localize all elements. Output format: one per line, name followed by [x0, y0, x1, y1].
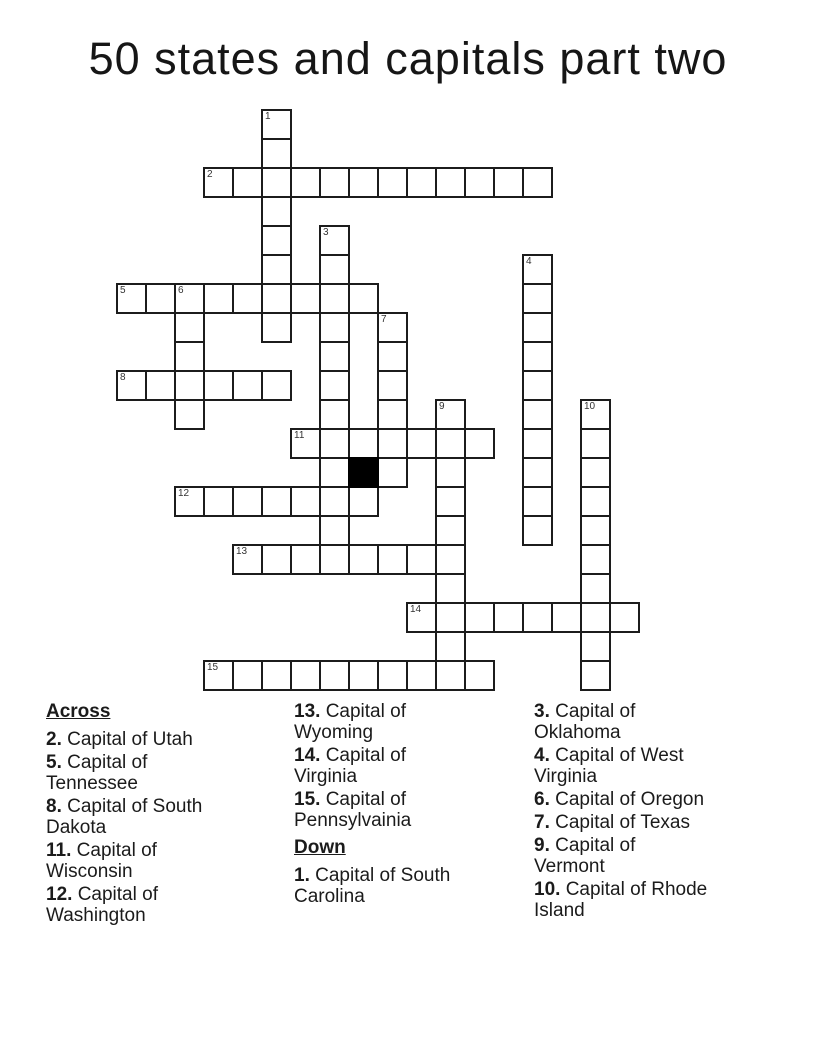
grid-cell[interactable]	[377, 167, 408, 198]
grid-cell[interactable]	[522, 167, 553, 198]
grid-cell[interactable]	[377, 457, 408, 488]
grid-cell[interactable]	[348, 660, 379, 691]
clue-number: 15.	[294, 789, 321, 810]
grid-cell[interactable]	[348, 486, 379, 517]
grid-cell[interactable]	[522, 515, 553, 546]
grid-cell[interactable]	[580, 631, 611, 662]
grid-cell[interactable]	[261, 138, 292, 169]
clue-number: 8.	[46, 796, 62, 817]
grid-cell[interactable]	[290, 283, 321, 314]
clues-column-1	[46, 701, 223, 926]
grid-cell[interactable]	[203, 167, 234, 198]
grid-cell[interactable]	[261, 196, 292, 227]
grid-cell[interactable]	[290, 486, 321, 517]
grid-cell[interactable]	[261, 283, 292, 314]
grid-cell[interactable]	[580, 399, 611, 430]
grid-cell[interactable]	[435, 544, 466, 575]
clue-number: 6.	[534, 789, 550, 810]
grid-cell[interactable]	[522, 457, 553, 488]
clue-number: 2.	[46, 729, 62, 750]
grid-cell[interactable]	[580, 428, 611, 459]
clue-number: 13.	[294, 701, 321, 722]
grid-cell[interactable]	[464, 660, 495, 691]
grid-cell[interactable]	[319, 167, 350, 198]
grid-cell[interactable]	[580, 544, 611, 575]
clue-across-12: 12. Capital of Washington	[46, 884, 158, 926]
grid-cell[interactable]	[261, 167, 292, 198]
grid-cell[interactable]	[261, 544, 292, 575]
down-header: Down	[294, 837, 346, 858]
clue-number: 10.	[534, 879, 561, 900]
clue-number: 11.	[46, 840, 72, 861]
cell-number: 15	[207, 662, 219, 673]
cell-number: 4	[526, 256, 532, 267]
grid-cell[interactable]	[551, 602, 582, 633]
grid-cell[interactable]	[522, 486, 553, 517]
grid-cell[interactable]	[406, 544, 437, 575]
cell-number: 8	[120, 372, 126, 383]
grid-cell[interactable]	[232, 283, 263, 314]
grid-cell[interactable]	[406, 428, 437, 459]
grid-cell[interactable]	[145, 283, 176, 314]
grid-cell[interactable]	[203, 660, 234, 691]
grid-cell[interactable]	[290, 167, 321, 198]
grid-cell[interactable]	[406, 602, 437, 633]
grid-cell[interactable]	[261, 370, 292, 401]
grid-cell[interactable]	[580, 602, 611, 633]
grid-cell[interactable]	[435, 457, 466, 488]
cell-number: 2	[207, 169, 213, 180]
clue-across-15: 15. Capital of Pennsylvainia	[294, 789, 412, 831]
grid-cell[interactable]	[493, 602, 524, 633]
grid-cell[interactable]	[203, 370, 234, 401]
grid-cell[interactable]	[290, 660, 321, 691]
cell-number: 6	[178, 285, 184, 296]
grid-cell[interactable]	[319, 225, 350, 256]
grid-cell[interactable]	[377, 370, 408, 401]
cell-number: 10	[584, 401, 596, 412]
grid-cell[interactable]	[522, 428, 553, 459]
grid-cell[interactable]	[580, 457, 611, 488]
grid-cell[interactable]	[377, 660, 408, 691]
clue-number: 4.	[534, 745, 550, 766]
cell-number: 5	[120, 285, 126, 296]
grid-cell[interactable]	[406, 167, 437, 198]
grid-cell[interactable]	[522, 312, 553, 343]
grid-cell[interactable]	[435, 573, 466, 604]
grid-cell[interactable]	[319, 660, 350, 691]
clue-down-3: 3. Capital of Oklahoma	[534, 701, 636, 743]
cell-number: 9	[439, 401, 445, 412]
cell-number: 12	[178, 488, 190, 499]
grid-cell[interactable]	[261, 225, 292, 256]
grid-cell[interactable]	[261, 312, 292, 343]
grid-cell[interactable]	[435, 515, 466, 546]
clue-down-7: 7. Capital of Texas	[534, 812, 690, 833]
clue-number: 1.	[294, 865, 310, 886]
grid-cell[interactable]	[261, 254, 292, 285]
grid-cell[interactable]	[203, 283, 234, 314]
grid-cell[interactable]	[493, 167, 524, 198]
clue-number: 3.	[534, 701, 550, 722]
cell-number: 13	[236, 546, 248, 557]
clue-across-11: 11. Capital of Wisconsin	[46, 840, 157, 882]
grid-cell[interactable]	[580, 660, 611, 691]
grid-cell[interactable]	[174, 283, 205, 314]
clues-column-3	[534, 701, 711, 921]
clue-across-13: 13. Capital of Wyoming	[294, 701, 406, 743]
grid-cell[interactable]	[174, 341, 205, 372]
grid-cell[interactable]	[232, 544, 263, 575]
clue-down-6: 6. Capital of Oregon	[534, 789, 705, 810]
grid-cell[interactable]	[261, 486, 292, 517]
grid-cell[interactable]	[232, 660, 263, 691]
grid-cell[interactable]	[319, 312, 350, 343]
clue-number: 12.	[46, 884, 73, 905]
grid-cell[interactable]	[174, 399, 205, 430]
cell-number: 1	[265, 111, 271, 122]
grid-cell[interactable]	[232, 486, 263, 517]
grid-cell[interactable]	[406, 660, 437, 691]
grid-cell[interactable]	[580, 573, 611, 604]
grid-cell[interactable]	[319, 486, 350, 517]
grid-cell[interactable]	[522, 254, 553, 285]
clue-across-5: 5. Capital of Tennessee	[46, 752, 148, 794]
grid-cell[interactable]	[377, 399, 408, 430]
grid-cell[interactable]	[522, 602, 553, 633]
grid-cell[interactable]	[435, 660, 466, 691]
grid-cell[interactable]	[377, 312, 408, 343]
grid-cell[interactable]	[174, 370, 205, 401]
cell-number: 3	[323, 227, 329, 238]
grid-cell[interactable]	[435, 399, 466, 430]
puzzle-title: 50 states and capitals part two	[88, 33, 728, 84]
cell-number: 7	[381, 314, 387, 325]
grid-cell[interactable]	[232, 167, 263, 198]
grid-cell[interactable]	[377, 341, 408, 372]
grid-cell[interactable]	[464, 602, 495, 633]
clues-column-2	[294, 701, 471, 907]
grid-cell[interactable]	[348, 167, 379, 198]
grid-cell[interactable]	[464, 167, 495, 198]
grid-cell[interactable]	[232, 370, 263, 401]
grid-cell[interactable]	[464, 428, 495, 459]
grid-cell[interactable]	[580, 486, 611, 517]
grid-cell[interactable]	[435, 486, 466, 517]
clue-down-9: 9. Capital of Vermont	[534, 835, 636, 877]
grid-cell[interactable]	[377, 544, 408, 575]
clue-across-2: 2. Capital of Utah	[46, 729, 193, 750]
grid-cell[interactable]	[203, 486, 234, 517]
grid-cell[interactable]	[348, 544, 379, 575]
clue-number: 9.	[534, 835, 550, 856]
grid-cell[interactable]	[319, 457, 350, 488]
grid-cell[interactable]	[319, 428, 350, 459]
grid-cell[interactable]	[435, 631, 466, 662]
grid-cell[interactable]	[522, 341, 553, 372]
grid-cell[interactable]	[522, 370, 553, 401]
across-header: Across	[46, 701, 111, 722]
grid-cell[interactable]	[319, 370, 350, 401]
grid-cell[interactable]	[174, 486, 205, 517]
clue-number: 5.	[46, 752, 62, 773]
grid-cell[interactable]	[116, 370, 147, 401]
cell-number: 14	[410, 604, 422, 615]
clue-across-8: 8. Capital of South Dakota	[46, 796, 203, 838]
clue-number: 7.	[534, 812, 550, 833]
grid-cell[interactable]	[609, 602, 640, 633]
grid-cell[interactable]	[522, 283, 553, 314]
grid-cell[interactable]	[319, 341, 350, 372]
grid-cell[interactable]	[290, 428, 321, 459]
grid-cell[interactable]	[348, 283, 379, 314]
grid-cell[interactable]	[435, 602, 466, 633]
clue-down-1: 1. Capital of South Carolina	[294, 865, 451, 907]
grid-cell[interactable]	[174, 312, 205, 343]
grid-cell[interactable]	[319, 254, 350, 285]
cell-number: 11	[294, 430, 305, 441]
clue-number: 14.	[294, 745, 321, 766]
grid-cell[interactable]	[116, 283, 147, 314]
grid-cell[interactable]	[319, 515, 350, 546]
clue-across-14: 14. Capital of Virginia	[294, 745, 406, 787]
grid-cell[interactable]	[348, 428, 379, 459]
grid-cell[interactable]	[522, 399, 553, 430]
grid-cell[interactable]	[435, 428, 466, 459]
grid-cell[interactable]	[435, 167, 466, 198]
grid-cell[interactable]	[319, 544, 350, 575]
clue-down-10: 10. Capital of Rhode Island	[534, 879, 708, 921]
grid-cell[interactable]	[145, 370, 176, 401]
grid-black-cell	[348, 457, 379, 488]
grid-cell[interactable]	[290, 544, 321, 575]
grid-cell[interactable]	[377, 428, 408, 459]
grid-cell[interactable]	[319, 399, 350, 430]
grid-cell[interactable]	[580, 515, 611, 546]
crossword-grid	[116, 109, 642, 693]
clue-down-4: 4. Capital of West Virginia	[534, 745, 684, 787]
grid-cell[interactable]	[319, 283, 350, 314]
grid-cell[interactable]	[261, 660, 292, 691]
grid-cell[interactable]	[261, 109, 292, 140]
